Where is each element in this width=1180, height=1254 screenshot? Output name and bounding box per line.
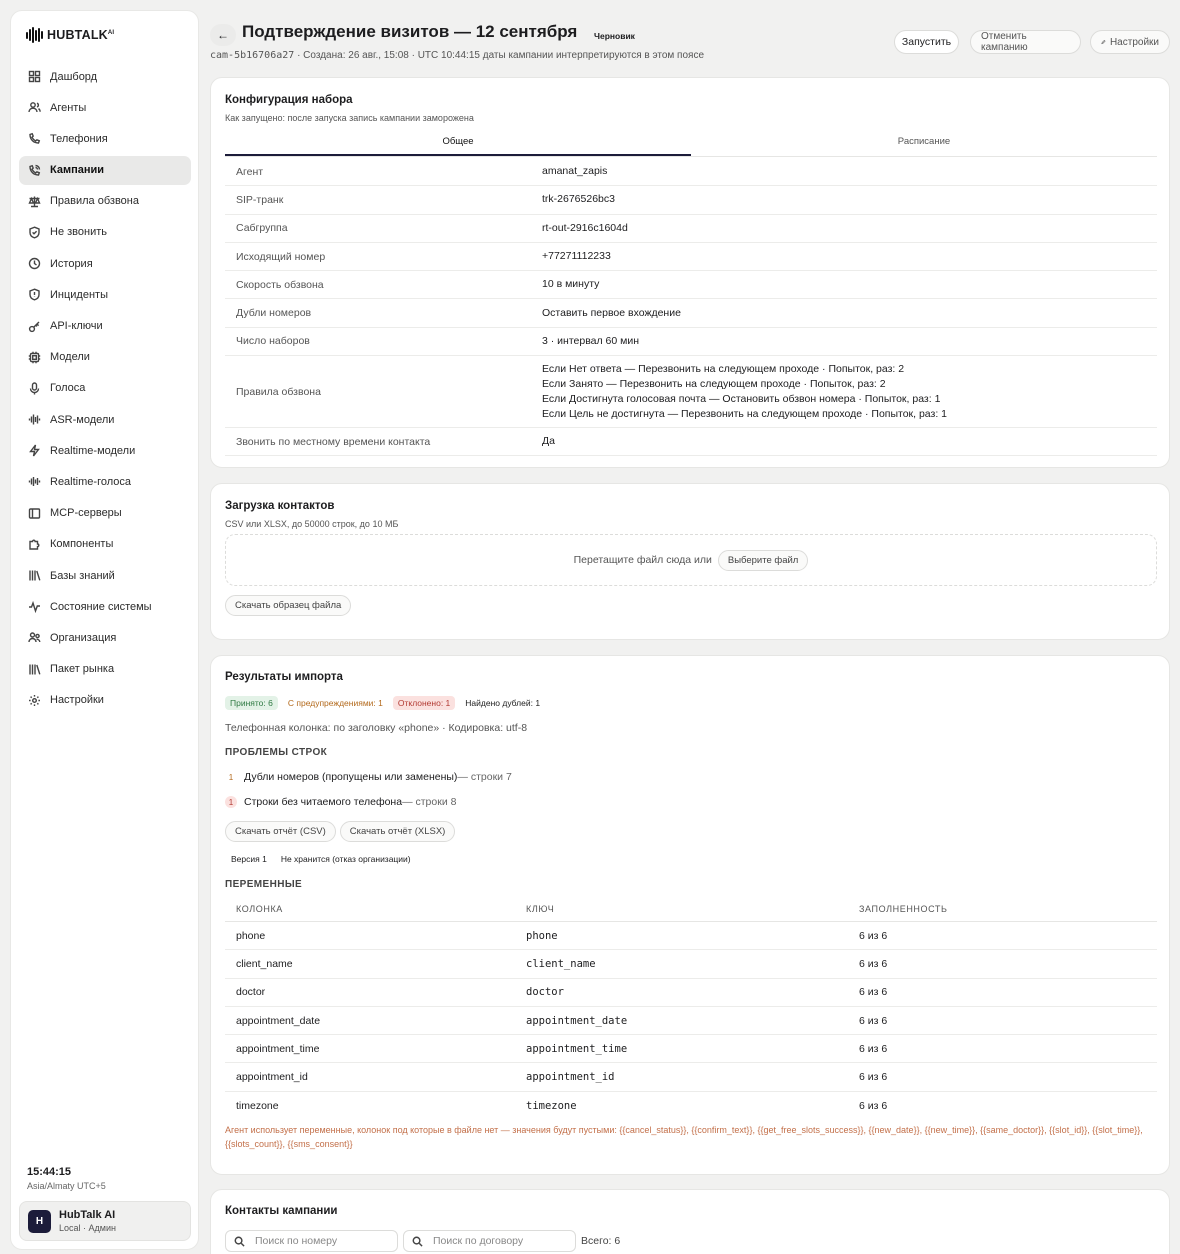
config-rule-line: Если Цель не достигнута — Перезвонить на следующем проходе · Попыток, раз: 1 xyxy=(542,407,948,420)
missing-variables-warning: Агент использует переменные, колонок под которые в файле нет — значения будут пустыми: {{cancel_status}}, {{confirm_text}}, {{get_free_slots_success}}, {{new_date}}, {{new_time}}, {{same_doctor}}, {{slot_id}}, {{slot_time}}, {{slots_count}}, {{sms_consent}} xyxy=(225,1125,1143,1149)
sidebar-item-11[interactable] xyxy=(19,374,191,403)
variable-key: appointment_date xyxy=(526,1014,628,1027)
table-row xyxy=(225,1035,1157,1063)
campaign-meta-text: · Создана: 26 авг., 15:08 · UTC 10:44:15 даты кампании интерпретируются в этом поясе xyxy=(294,50,705,61)
table-row xyxy=(225,950,1157,978)
variable-fill: 6 из 6 xyxy=(859,986,888,999)
problem-ref: — строки 7 xyxy=(457,771,512,783)
variable-fill: 6 из 6 xyxy=(859,1042,888,1055)
search-phone-input[interactable] xyxy=(225,1230,398,1252)
shield-icon xyxy=(28,226,41,239)
sidebar-item-label: Realtime-голоса xyxy=(50,475,131,488)
sidebar-item-label: Голоса xyxy=(50,382,86,395)
sidebar-item-8[interactable] xyxy=(19,280,191,309)
variable-key: appointment_time xyxy=(526,1042,628,1055)
config-key: Исходящий номер xyxy=(236,250,326,263)
sidebar-item-19[interactable] xyxy=(19,623,191,652)
sidebar-item-4[interactable] xyxy=(19,156,191,185)
sidebar-item-label: Организация xyxy=(50,631,117,644)
user-name: HubTalk AI xyxy=(59,1209,116,1221)
contacts-title: Контакты кампании xyxy=(225,1205,338,1217)
sidebar-item-5[interactable] xyxy=(19,187,191,216)
server-icon xyxy=(28,507,41,520)
upload-card xyxy=(210,483,1170,640)
sidebar xyxy=(10,10,199,1250)
config-row xyxy=(225,243,1157,271)
config-key: Скорость обзвона xyxy=(236,278,324,291)
sidebar-item-16[interactable] xyxy=(19,530,191,559)
clock-time: 15:44:15 xyxy=(27,1166,72,1178)
search-icon xyxy=(234,1236,245,1247)
config-row xyxy=(225,186,1157,214)
library-icon xyxy=(28,569,41,582)
sidebar-item-21[interactable] xyxy=(19,686,191,715)
config-key: Сабгруппа xyxy=(236,222,288,235)
variable-fill: 6 из 6 xyxy=(859,1071,888,1084)
config-row xyxy=(225,215,1157,243)
clock-icon xyxy=(28,257,41,270)
sidebar-item-label: ASR-модели xyxy=(50,413,115,426)
sidebar-item-label: Realtime-модели xyxy=(50,444,136,457)
rejected-badge: Отклонено: 1 xyxy=(393,696,455,710)
upload-desc: CSV или XLSX, до 50000 строк, до 10 МБ xyxy=(225,519,399,529)
sidebar-item-label: API-ключи xyxy=(50,320,103,332)
config-key: Правила обзвона xyxy=(236,385,321,398)
cpu-icon xyxy=(28,351,41,364)
key-icon xyxy=(28,320,41,333)
back-button[interactable]: ← xyxy=(210,24,236,46)
start-button[interactable]: Запустить xyxy=(894,30,959,54)
sidebar-item-label: Состояние системы xyxy=(50,600,152,613)
choose-file-button[interactable]: Выберите файл xyxy=(718,550,809,571)
config-row xyxy=(225,328,1157,356)
variable-key: client_name xyxy=(526,957,596,970)
config-row xyxy=(225,271,1157,299)
sidebar-item-label: Пакет рынка xyxy=(50,663,115,676)
version-label: Версия 1 xyxy=(231,854,267,864)
variable-key: timezone xyxy=(526,1099,577,1112)
variable-column: doctor xyxy=(236,986,266,999)
library-icon xyxy=(28,663,41,676)
user-card[interactable] xyxy=(19,1201,191,1241)
sidebar-item-10[interactable] xyxy=(19,343,191,372)
file-dropzone[interactable] xyxy=(225,534,1157,586)
config-rule-line: Если Достигнута голосовая почта — Остановить обзвон номера · Попыток, раз: 1 xyxy=(542,392,941,405)
report-buttons xyxy=(225,821,455,842)
sidebar-item-label: MCP-серверы xyxy=(50,507,122,520)
variable-key: phone xyxy=(526,929,558,942)
variable-key: doctor xyxy=(526,986,564,999)
config-value: Да xyxy=(542,435,555,448)
config-key: Число наборов xyxy=(236,335,310,348)
page-header xyxy=(210,20,1170,70)
variables-body xyxy=(225,922,1157,1120)
config-title: Конфигурация набора xyxy=(225,94,353,106)
config-key: Звонить по местному времени контакта xyxy=(236,435,431,448)
problem-item xyxy=(225,796,456,808)
sidebar-item-20[interactable] xyxy=(19,655,191,684)
sidebar-item-label: История xyxy=(50,257,93,270)
audio-lines-icon xyxy=(28,475,41,488)
config-rule-line: Если Нет ответа — Перезвонить на следующем проходе · Попыток, раз: 2 xyxy=(542,362,905,375)
sidebar-item-6[interactable] xyxy=(19,218,191,247)
dashboard-icon xyxy=(28,70,41,83)
import-title: Результаты импорта xyxy=(225,671,343,683)
variable-fill: 6 из 6 xyxy=(859,929,888,942)
sidebar-item-label: Инциденты xyxy=(50,288,108,301)
sidebar-item-label: Телефония xyxy=(50,132,108,145)
sidebar-item-13[interactable] xyxy=(19,436,191,465)
variable-fill: 6 из 6 xyxy=(859,957,888,970)
settings-button-label: Настройки xyxy=(1109,36,1159,48)
campaign-id: cam-5b16706a27 xyxy=(210,50,295,61)
problem-text: Строки без читаемого телефона xyxy=(244,796,403,808)
dropzone-text: Перетащите файл сюда или xyxy=(573,554,712,566)
table-row xyxy=(225,922,1157,950)
config-value: 3 · интервал 60 мин xyxy=(542,334,640,347)
storage-label: Не хранится (отказ организации) xyxy=(280,854,411,864)
sidebar-item-label: Модели xyxy=(50,351,90,364)
variable-column: appointment_time xyxy=(236,1042,320,1055)
config-tabs xyxy=(225,133,1157,157)
gear-icon xyxy=(28,694,41,707)
contacts-total: Всего: 6 xyxy=(581,1235,621,1247)
variable-fill: 6 из 6 xyxy=(859,1014,888,1027)
config-rows xyxy=(225,158,1157,456)
config-row xyxy=(225,428,1157,456)
search-contract-placeholder: Поиск по договору xyxy=(433,1235,524,1247)
sidebar-item-label: Настройки xyxy=(50,694,104,707)
variables-title: ПЕРЕМЕННЫЕ xyxy=(225,879,303,890)
search-icon xyxy=(412,1236,423,1247)
variable-column: appointment_date xyxy=(236,1014,321,1027)
campaign-meta xyxy=(210,50,704,61)
config-value: rt-out-2916c1604d xyxy=(542,221,628,234)
config-key: Агент xyxy=(236,165,264,178)
brand-logo[interactable] xyxy=(26,27,114,43)
problem-ref: — строки 8 xyxy=(402,796,457,808)
sidebar-item-15[interactable] xyxy=(19,499,191,528)
sidebar-item-7[interactable] xyxy=(19,249,191,278)
sidebar-item-label: Правила обзвона xyxy=(50,195,139,208)
tab-general[interactable]: Общее xyxy=(225,133,691,156)
config-row xyxy=(225,299,1157,327)
sidebar-item-label: Компоненты xyxy=(50,538,114,551)
problem-item xyxy=(225,771,512,783)
config-rules-list xyxy=(542,362,947,422)
sidebar-item-9[interactable] xyxy=(19,312,191,341)
shield-alert-icon xyxy=(28,288,41,301)
tab-schedule[interactable]: Расписание xyxy=(897,136,951,147)
pencil-icon xyxy=(1101,37,1106,47)
activity-icon xyxy=(28,600,41,613)
config-desc: Как запущено: после запуска запись кампании заморожена xyxy=(225,113,474,123)
variable-column: client_name xyxy=(236,957,293,970)
download-sample-button[interactable]: Скачать образец файла xyxy=(225,595,351,616)
sidebar-item-12[interactable] xyxy=(19,405,191,434)
sidebar-item-14[interactable] xyxy=(19,467,191,496)
phone-icon xyxy=(28,132,41,145)
config-value: Оставить первое вхождение xyxy=(542,306,681,319)
config-rule-line: Если Занято — Перезвонить на следующем проходе · Попыток, раз: 2 xyxy=(542,377,886,390)
download-report-xlsx-button[interactable]: Скачать отчёт (XLSX) xyxy=(340,821,456,842)
table-header xyxy=(225,896,1157,922)
config-value: amanat_zapis xyxy=(542,165,608,178)
table-row xyxy=(225,1063,1157,1091)
clock xyxy=(27,1166,106,1191)
version-info xyxy=(231,854,411,864)
users-icon xyxy=(28,101,41,114)
problem-count: 1 xyxy=(225,796,237,808)
sidebar-item-17[interactable] xyxy=(19,561,191,590)
warnings-badge: С предупреждениями: 1 xyxy=(283,696,388,710)
variable-column: timezone xyxy=(236,1099,279,1112)
mic-icon xyxy=(28,382,41,395)
config-card xyxy=(210,77,1170,468)
phone-column-info: Телефонная колонка: по заголовку «phone» · Кодировка: utf-8 xyxy=(225,722,528,734)
logo-waveform-icon xyxy=(26,27,43,43)
config-value: trk-2676526bc3 xyxy=(542,193,615,206)
avatar: H xyxy=(28,1210,51,1233)
phone-call-icon xyxy=(28,164,41,177)
table-row xyxy=(225,979,1157,1007)
sidebar-nav xyxy=(19,62,191,717)
import-badges xyxy=(225,696,545,710)
clock-timezone: Asia/Almaty UTC+5 xyxy=(27,1181,106,1191)
brand-name: $HUBTALK^{AI}$ xyxy=(47,28,115,42)
status-badge: Черновик xyxy=(594,31,635,41)
column-header-key: КЛЮЧ xyxy=(526,903,555,914)
sidebar-item-label: Базы знаний xyxy=(50,569,115,582)
sidebar-item-label: Агенты xyxy=(50,101,87,114)
bolt-icon xyxy=(28,444,41,457)
download-report-csv-button[interactable]: Скачать отчёт (CSV) xyxy=(225,821,336,842)
search-contract-input[interactable] xyxy=(403,1230,576,1252)
variables-table xyxy=(225,896,1157,1120)
variable-column: phone xyxy=(236,929,266,942)
problem-count: 1 xyxy=(225,771,237,783)
table-row xyxy=(225,1007,1157,1035)
puzzle-icon xyxy=(28,538,41,551)
sidebar-item-label: Дашборд xyxy=(50,70,98,83)
duplicates-badge: Найдено дублей: 1 xyxy=(460,696,545,710)
config-row xyxy=(225,356,1157,428)
sidebar-item-label: Кампании xyxy=(50,164,105,177)
config-row xyxy=(225,158,1157,186)
problem-text: Дубли номеров (пропущены или заменены) xyxy=(244,771,458,783)
config-key: SIP-транк xyxy=(236,193,284,206)
scale-icon xyxy=(28,195,41,208)
config-value: +77271112233 xyxy=(542,250,611,263)
variable-key: appointment_id xyxy=(526,1071,615,1084)
variable-column: appointment_id xyxy=(236,1071,308,1084)
column-header-column: КОЛОНКА xyxy=(236,903,283,914)
config-value: 10 в минуту xyxy=(542,278,600,291)
user-role: Local · Админ xyxy=(59,1223,116,1233)
sidebar-item-1[interactable] xyxy=(19,62,191,91)
search-phone-placeholder: Поиск по номеру xyxy=(255,1235,338,1247)
cancel-campaign-button[interactable]: Отменить кампанию xyxy=(970,30,1081,54)
sidebar-item-label: Не звонить xyxy=(50,226,107,239)
settings-button[interactable] xyxy=(1090,30,1170,54)
page-title: Подтверждение визитов — 12 сентября xyxy=(242,22,578,41)
sidebar-item-18[interactable] xyxy=(19,592,191,621)
variable-fill: 6 из 6 xyxy=(859,1099,888,1112)
row-problems-title: ПРОБЛЕМЫ СТРОК xyxy=(225,747,328,758)
contacts-card xyxy=(210,1189,1170,1254)
waveform-icon xyxy=(28,413,41,426)
column-header-fill: ЗАПОЛНЕННОСТЬ xyxy=(859,903,948,914)
sidebar-item-3[interactable] xyxy=(19,124,191,153)
table-row xyxy=(225,1092,1157,1120)
upload-title: Загрузка контактов xyxy=(225,500,335,512)
config-key: Дубли номеров xyxy=(236,307,312,320)
import-results-card xyxy=(210,655,1170,1175)
sidebar-item-2[interactable] xyxy=(19,93,191,122)
group-icon xyxy=(28,631,41,644)
accepted-badge: Принято: 6 xyxy=(225,696,278,710)
